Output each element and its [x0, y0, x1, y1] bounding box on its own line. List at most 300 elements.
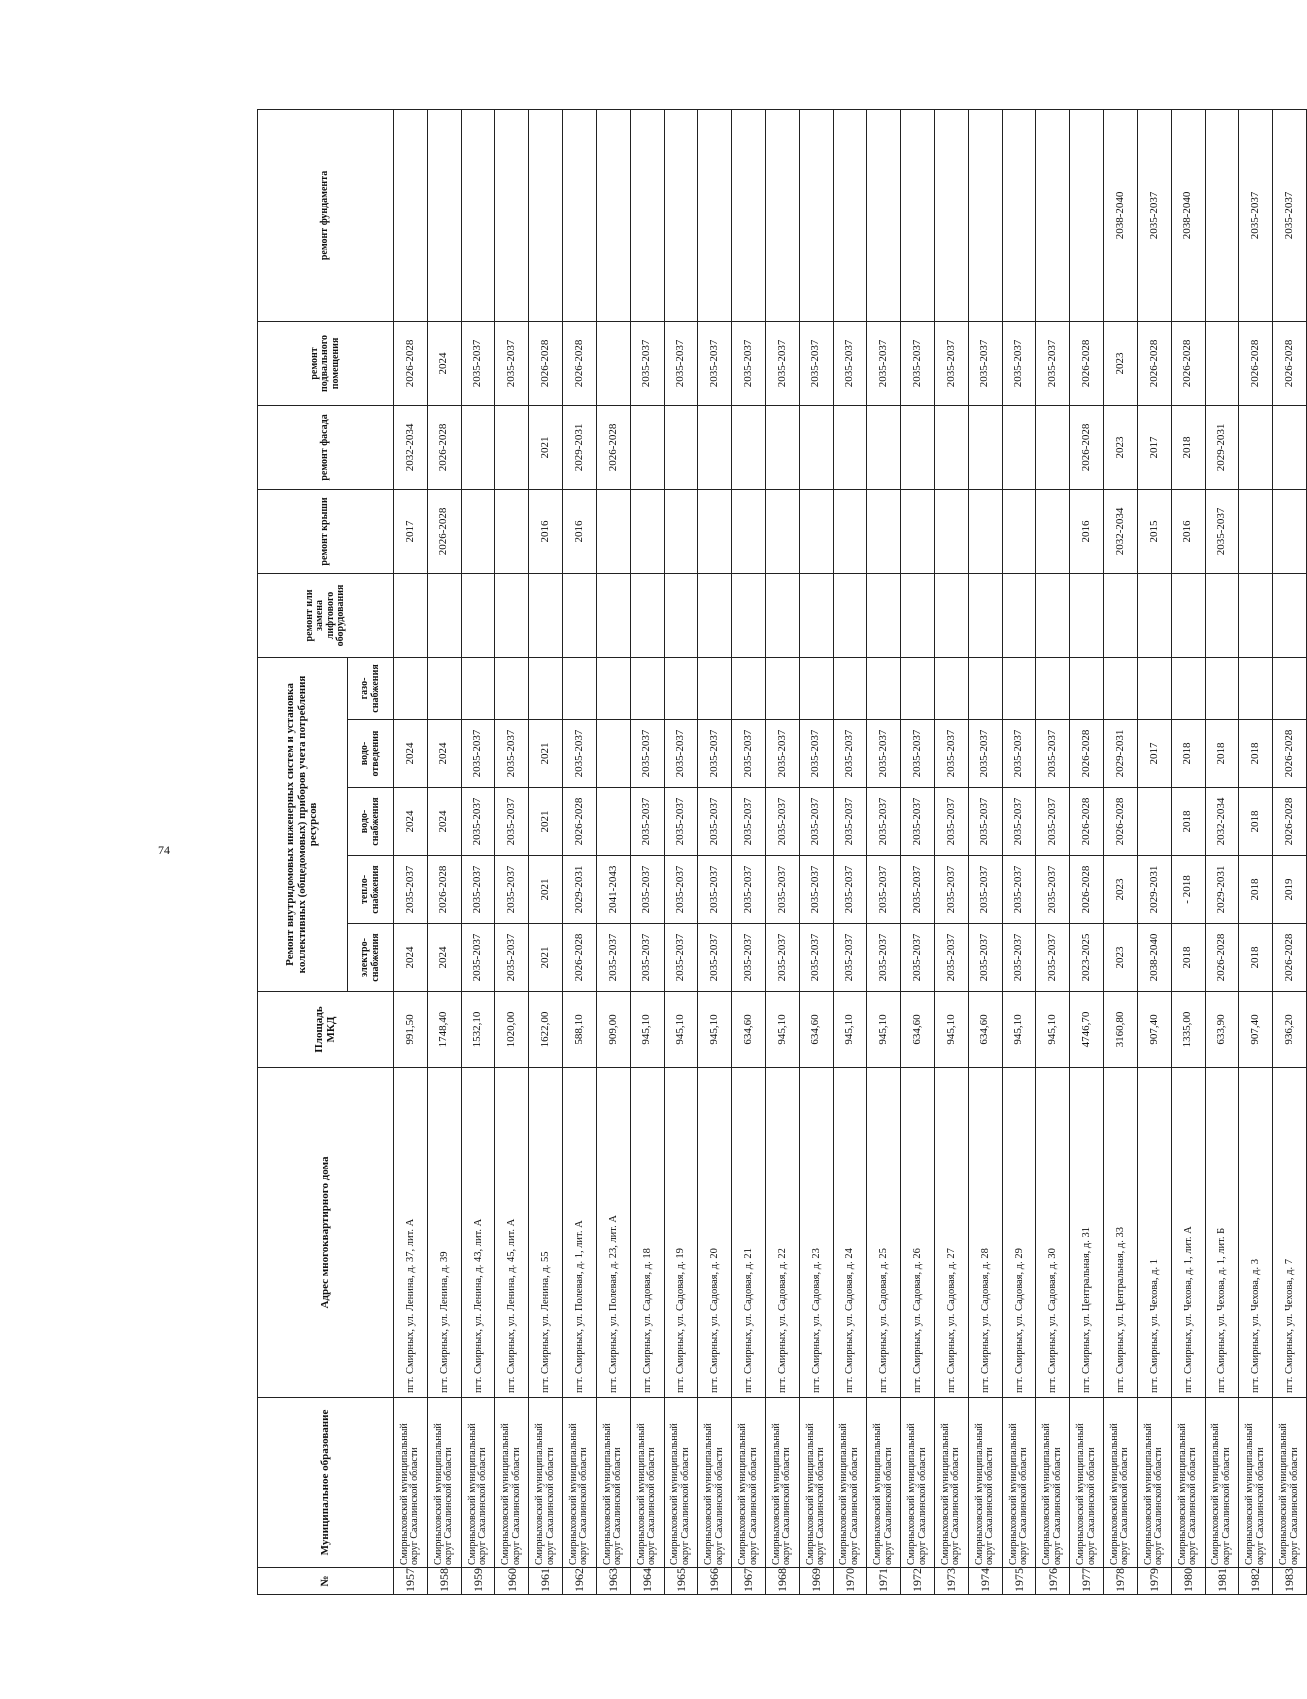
- repair-schedule-table: [257, 109, 1307, 1595]
- drain-cell: 2035-2037: [461, 720, 495, 788]
- roof-cell: 2016: [1171, 489, 1205, 573]
- roof-cell: [630, 489, 664, 573]
- row-number: 1969: [799, 1568, 833, 1595]
- roof-cell: [698, 489, 732, 573]
- heat-cell: 2035-2037: [935, 856, 969, 924]
- lift-cell: [495, 573, 529, 657]
- heat-cell: 2035-2037: [394, 856, 428, 924]
- basement-cell: 2026-2028: [1137, 321, 1171, 405]
- roof-cell: [1036, 489, 1070, 573]
- drain-cell: 2026-2028: [1273, 720, 1307, 788]
- water-cell: 2026-2028: [1070, 788, 1104, 856]
- electro-cell: 2035-2037: [935, 924, 969, 992]
- municipality-cell: Смирныховский муниципальный округ Сахалинской области: [1171, 1398, 1205, 1568]
- municipality-cell: Смирныховский муниципальный округ Сахалинской области: [901, 1398, 935, 1568]
- water-cell: 2035-2037: [935, 788, 969, 856]
- table-row: [698, 109, 732, 1594]
- lift-cell: [1137, 573, 1171, 657]
- municipality-cell: Смирныховский муниципальный округ Сахалинской области: [935, 1398, 969, 1568]
- drain-cell: 2035-2037: [901, 720, 935, 788]
- facade-cell: 2018: [1171, 405, 1205, 489]
- heat-cell: 2029-2031: [1137, 856, 1171, 924]
- lift-cell: [1205, 573, 1239, 657]
- municipality-cell: Смирныховский муниципальный округ Сахалинской области: [461, 1398, 495, 1568]
- gas-cell: [495, 657, 529, 719]
- municipality-cell: Смирныховский муниципальный округ Сахалинской области: [596, 1398, 630, 1568]
- address-cell: пгт. Смирных, ул. Чехова, д. 3: [1239, 1068, 1273, 1398]
- water-cell: [596, 788, 630, 856]
- water-cell: 2026-2028: [1273, 788, 1307, 856]
- table-row: [1070, 109, 1104, 1594]
- roof-cell: [765, 489, 799, 573]
- row-number: 1972: [901, 1568, 935, 1595]
- area-cell: 945,10: [630, 992, 664, 1068]
- lift-cell: [867, 573, 901, 657]
- area-cell: 909,00: [596, 992, 630, 1068]
- facade-cell: 2029-2031: [563, 405, 597, 489]
- electro-cell: 2035-2037: [495, 924, 529, 992]
- foundation-cell: 2035-2037: [1273, 109, 1307, 321]
- row-number: 1971: [867, 1568, 901, 1595]
- drain-cell: 2035-2037: [765, 720, 799, 788]
- area-cell: 634,60: [968, 992, 1002, 1068]
- basement-cell: 2035-2037: [867, 321, 901, 405]
- row-number: 1980: [1171, 1568, 1205, 1595]
- water-cell: 2035-2037: [1002, 788, 1036, 856]
- water-cell: 2021: [529, 788, 563, 856]
- facade-cell: [732, 405, 766, 489]
- facade-cell: [1036, 405, 1070, 489]
- municipality-cell: Смирныховский муниципальный округ Сахалинской области: [664, 1398, 698, 1568]
- facade-cell: [630, 405, 664, 489]
- table-row: [1205, 109, 1239, 1594]
- foundation-cell: [664, 109, 698, 321]
- municipality-cell: Смирныховский муниципальный округ Сахалинской области: [427, 1398, 461, 1568]
- heat-cell: 2035-2037: [901, 856, 935, 924]
- water-cell: 2035-2037: [901, 788, 935, 856]
- lift-cell: [1070, 573, 1104, 657]
- basement-cell: 2035-2037: [664, 321, 698, 405]
- address-cell: пгт. Смирных, ул. Чехова, д. 7: [1273, 1068, 1307, 1398]
- header-foundation: ремонт фундамента: [258, 109, 394, 321]
- basement-cell: 2035-2037: [630, 321, 664, 405]
- electro-cell: 2035-2037: [833, 924, 867, 992]
- address-cell: пгт. Смирных, ул. Полевая, д. 1, лит. А: [563, 1068, 597, 1398]
- heat-cell: 2026-2028: [1070, 856, 1104, 924]
- area-cell: 634,60: [732, 992, 766, 1068]
- electro-cell: 2023: [1104, 924, 1138, 992]
- municipality-cell: Смирныховский муниципальный округ Сахалинской области: [799, 1398, 833, 1568]
- basement-cell: 2023: [1104, 321, 1138, 405]
- row-number: 1973: [935, 1568, 969, 1595]
- roof-cell: [1239, 489, 1273, 573]
- foundation-cell: [765, 109, 799, 321]
- header-gas: газо-снабжения: [348, 657, 394, 719]
- lift-cell: [394, 573, 428, 657]
- table-row: [1036, 109, 1070, 1594]
- heat-cell: 2035-2037: [698, 856, 732, 924]
- heat-cell: 2018: [1239, 856, 1273, 924]
- lift-cell: [427, 573, 461, 657]
- roof-cell: [664, 489, 698, 573]
- table-row: [664, 109, 698, 1594]
- area-cell: 1335,00: [1171, 992, 1205, 1068]
- water-cell: 2035-2037: [664, 788, 698, 856]
- municipality-cell: Смирныховский муниципальный округ Сахалинской области: [1137, 1398, 1171, 1568]
- heat-cell: 2029-2031: [563, 856, 597, 924]
- area-cell: 907,40: [1239, 992, 1273, 1068]
- basement-cell: 2035-2037: [698, 321, 732, 405]
- gas-cell: [1104, 657, 1138, 719]
- heat-cell: 2019: [1273, 856, 1307, 924]
- drain-cell: 2035-2037: [664, 720, 698, 788]
- facade-cell: [968, 405, 1002, 489]
- table-row: [901, 109, 935, 1594]
- address-cell: пгт. Смирных, ул. Садовая, д. 28: [968, 1068, 1002, 1398]
- foundation-cell: 2035-2037: [1239, 109, 1273, 321]
- drain-cell: 2035-2037: [1002, 720, 1036, 788]
- facade-cell: 2026-2028: [427, 405, 461, 489]
- roof-cell: [968, 489, 1002, 573]
- gas-cell: [732, 657, 766, 719]
- basement-cell: 2026-2028: [1070, 321, 1104, 405]
- heat-cell: 2035-2037: [833, 856, 867, 924]
- gas-cell: [394, 657, 428, 719]
- table-row: [799, 109, 833, 1594]
- roof-cell: [901, 489, 935, 573]
- table-row: [394, 109, 428, 1594]
- foundation-cell: [1070, 109, 1104, 321]
- municipality-cell: Смирныховский муниципальный округ Сахалинской области: [1070, 1398, 1104, 1568]
- roof-cell: [1002, 489, 1036, 573]
- gas-cell: [1273, 657, 1307, 719]
- municipality-cell: Смирныховский муниципальный округ Сахалинской области: [1205, 1398, 1239, 1568]
- basement-cell: [596, 321, 630, 405]
- facade-cell: 2021: [529, 405, 563, 489]
- electro-cell: 2035-2037: [765, 924, 799, 992]
- heat-cell: 2029-2031: [1205, 856, 1239, 924]
- heat-cell: 2035-2037: [1002, 856, 1036, 924]
- row-number: 1964: [630, 1568, 664, 1595]
- address-cell: пгт. Смирных, ул. Чехова, д. 1, лит. Б: [1205, 1068, 1239, 1398]
- foundation-cell: [935, 109, 969, 321]
- roof-cell: 2016: [529, 489, 563, 573]
- gas-cell: [529, 657, 563, 719]
- facade-cell: [867, 405, 901, 489]
- gas-cell: [765, 657, 799, 719]
- gas-cell: [867, 657, 901, 719]
- heat-cell: 2035-2037: [732, 856, 766, 924]
- address-cell: пгт. Смирных, ул. Садовая, д. 29: [1002, 1068, 1036, 1398]
- facade-cell: 2032-2034: [394, 405, 428, 489]
- roof-cell: [935, 489, 969, 573]
- table-row: [461, 109, 495, 1594]
- area-cell: 634,60: [901, 992, 935, 1068]
- electro-cell: 2035-2037: [596, 924, 630, 992]
- lift-cell: [1036, 573, 1070, 657]
- table-row: [765, 109, 799, 1594]
- address-cell: пгт. Смирных, ул. Центральная, д. 31: [1070, 1068, 1104, 1398]
- address-cell: пгт. Смирных, ул. Ленина, д. 37, лит. А: [394, 1068, 428, 1398]
- electro-cell: 2035-2037: [698, 924, 732, 992]
- table-row: [563, 109, 597, 1594]
- gas-cell: [461, 657, 495, 719]
- area-cell: 945,10: [935, 992, 969, 1068]
- lift-cell: [833, 573, 867, 657]
- row-number: 1968: [765, 1568, 799, 1595]
- water-cell: 2035-2037: [799, 788, 833, 856]
- foundation-cell: [901, 109, 935, 321]
- address-cell: пгт. Смирных, ул. Садовая, д. 27: [935, 1068, 969, 1398]
- gas-cell: [1036, 657, 1070, 719]
- area-cell: 633,90: [1205, 992, 1239, 1068]
- table-row: [935, 109, 969, 1594]
- address-cell: пгт. Смирных, ул. Ленина, д. 45, лит. А: [495, 1068, 529, 1398]
- gas-cell: [698, 657, 732, 719]
- roof-cell: 2026-2028: [427, 489, 461, 573]
- water-cell: [1137, 788, 1171, 856]
- roof-cell: [732, 489, 766, 573]
- lift-cell: [1273, 573, 1307, 657]
- drain-cell: 2026-2028: [1070, 720, 1104, 788]
- basement-cell: 2026-2028: [1273, 321, 1307, 405]
- basement-cell: 2035-2037: [968, 321, 1002, 405]
- electro-cell: 2018: [1171, 924, 1205, 992]
- municipality-cell: Смирныховский муниципальный округ Сахалинской области: [630, 1398, 664, 1568]
- foundation-cell: [867, 109, 901, 321]
- basement-cell: 2035-2037: [901, 321, 935, 405]
- row-number: 1957: [394, 1568, 428, 1595]
- table-row: [968, 109, 1002, 1594]
- basement-cell: 2035-2037: [495, 321, 529, 405]
- basement-cell: 2035-2037: [1036, 321, 1070, 405]
- facade-cell: [765, 405, 799, 489]
- address-cell: пгт. Смирных, ул. Полевая, д. 23, лит. А: [596, 1068, 630, 1398]
- electro-cell: 2024: [394, 924, 428, 992]
- area-cell: 945,10: [867, 992, 901, 1068]
- facade-cell: [461, 405, 495, 489]
- address-cell: пгт. Смирных, ул. Садовая, д. 19: [664, 1068, 698, 1398]
- table-row: [596, 109, 630, 1594]
- basement-cell: 2035-2037: [732, 321, 766, 405]
- lift-cell: [1239, 573, 1273, 657]
- row-number: 1959: [461, 1568, 495, 1595]
- area-cell: 1532,10: [461, 992, 495, 1068]
- lift-cell: [935, 573, 969, 657]
- drain-cell: 2035-2037: [1036, 720, 1070, 788]
- municipality-cell: Смирныховский муниципальный округ Сахалинской области: [1104, 1398, 1138, 1568]
- municipality-cell: Смирныховский муниципальный округ Сахалинской области: [1273, 1398, 1307, 1568]
- basement-cell: 2035-2037: [1002, 321, 1036, 405]
- area-cell: 1748,40: [427, 992, 461, 1068]
- gas-cell: [664, 657, 698, 719]
- row-number: 1970: [833, 1568, 867, 1595]
- drain-cell: 2035-2037: [563, 720, 597, 788]
- foundation-cell: [427, 109, 461, 321]
- table-row: [495, 109, 529, 1594]
- lift-cell: [529, 573, 563, 657]
- heat-cell: 2035-2037: [765, 856, 799, 924]
- foundation-cell: [968, 109, 1002, 321]
- foundation-cell: 2038-2040: [1171, 109, 1205, 321]
- water-cell: 2035-2037: [867, 788, 901, 856]
- electro-cell: 2026-2028: [563, 924, 597, 992]
- water-cell: 2026-2028: [563, 788, 597, 856]
- drain-cell: 2018: [1205, 720, 1239, 788]
- area-cell: 3160,80: [1104, 992, 1138, 1068]
- facade-cell: 2023: [1104, 405, 1138, 489]
- row-number: 1976: [1036, 1568, 1070, 1595]
- gas-cell: [596, 657, 630, 719]
- roof-cell: [799, 489, 833, 573]
- electro-cell: 2026-2028: [1205, 924, 1239, 992]
- table-row: [427, 109, 461, 1594]
- facade-cell: [1002, 405, 1036, 489]
- lift-cell: [765, 573, 799, 657]
- drain-cell: 2035-2037: [867, 720, 901, 788]
- municipality-cell: Смирныховский муниципальный округ Сахалинской области: [732, 1398, 766, 1568]
- gas-cell: [935, 657, 969, 719]
- facade-cell: [495, 405, 529, 489]
- basement-cell: 2026-2028: [563, 321, 597, 405]
- lift-cell: [732, 573, 766, 657]
- drain-cell: 2035-2037: [495, 720, 529, 788]
- drain-cell: 2018: [1171, 720, 1205, 788]
- water-cell: 2026-2028: [1104, 788, 1138, 856]
- header-area: Площадь МКД: [258, 992, 394, 1068]
- address-cell: пгт. Смирных, ул. Ленина, д. 55: [529, 1068, 563, 1398]
- address-cell: пгт. Смирных, ул. Садовая, д. 21: [732, 1068, 766, 1398]
- area-cell: 1622,00: [529, 992, 563, 1068]
- header-engineering-systems: Ремонт внутридомовых инженерных систем и установка коллективных (общедомовых) приборов учета потребления ресурсов: [258, 657, 348, 991]
- lift-cell: [799, 573, 833, 657]
- row-number: 1966: [698, 1568, 732, 1595]
- heat-cell: 2035-2037: [1036, 856, 1070, 924]
- electro-cell: 2035-2037: [1002, 924, 1036, 992]
- water-cell: 2035-2037: [495, 788, 529, 856]
- row-number: 1962: [563, 1568, 597, 1595]
- heat-cell: 2035-2037: [664, 856, 698, 924]
- municipality-cell: Смирныховский муниципальный округ Сахалинской области: [833, 1398, 867, 1568]
- address-cell: пгт. Смирных, ул. Центральная, д. 33: [1104, 1068, 1138, 1398]
- basement-cell: 2026-2028: [1171, 321, 1205, 405]
- electro-cell: 2035-2037: [461, 924, 495, 992]
- drain-cell: 2021: [529, 720, 563, 788]
- header-num: №: [258, 1568, 394, 1595]
- drain-cell: 2035-2037: [732, 720, 766, 788]
- electro-cell: 2038-2040: [1137, 924, 1171, 992]
- electro-cell: 2035-2037: [968, 924, 1002, 992]
- drain-cell: 2035-2037: [968, 720, 1002, 788]
- roof-cell: 2015: [1137, 489, 1171, 573]
- row-number: 1963: [596, 1568, 630, 1595]
- rotated-table-container: [257, 110, 1307, 1595]
- basement-cell: [1205, 321, 1239, 405]
- water-cell: 2024: [394, 788, 428, 856]
- municipality-cell: Смирныховский муниципальный округ Сахалинской области: [529, 1398, 563, 1568]
- drain-cell: 2035-2037: [799, 720, 833, 788]
- drain-cell: 2024: [427, 720, 461, 788]
- gas-cell: [799, 657, 833, 719]
- basement-cell: 2026-2028: [1239, 321, 1273, 405]
- drain-cell: 2035-2037: [935, 720, 969, 788]
- row-number: 1982: [1239, 1568, 1273, 1595]
- roof-cell: 2016: [1070, 489, 1104, 573]
- electro-cell: 2035-2037: [799, 924, 833, 992]
- table-row: [1273, 109, 1307, 1594]
- electro-cell: 2024: [427, 924, 461, 992]
- foundation-cell: [732, 109, 766, 321]
- header-lift: ремонт или замена лифтового оборудования: [258, 573, 394, 657]
- address-cell: пгт. Смирных, ул. Садовая, д. 24: [833, 1068, 867, 1398]
- header-heat: тепло-снабжения: [348, 856, 394, 924]
- address-cell: пгт. Смирных, ул. Ленина, д. 43, лит. А: [461, 1068, 495, 1398]
- foundation-cell: [799, 109, 833, 321]
- municipality-cell: Смирныховский муниципальный округ Сахалинской области: [495, 1398, 529, 1568]
- table-row: [1137, 109, 1171, 1594]
- heat-cell: 2035-2037: [461, 856, 495, 924]
- roof-cell: 2032-2034: [1104, 489, 1138, 573]
- foundation-cell: [698, 109, 732, 321]
- lift-cell: [596, 573, 630, 657]
- table-row: [732, 109, 766, 1594]
- area-cell: 945,10: [664, 992, 698, 1068]
- heat-cell: 2026-2028: [427, 856, 461, 924]
- water-cell: 2035-2037: [833, 788, 867, 856]
- foundation-cell: [461, 109, 495, 321]
- gas-cell: [1239, 657, 1273, 719]
- gas-cell: [968, 657, 1002, 719]
- electro-cell: 2018: [1239, 924, 1273, 992]
- municipality-cell: Смирныховский муниципальный округ Сахалинской области: [765, 1398, 799, 1568]
- facade-cell: 2017: [1137, 405, 1171, 489]
- table-row: [867, 109, 901, 1594]
- facade-cell: [799, 405, 833, 489]
- gas-cell: [563, 657, 597, 719]
- basement-cell: 2026-2028: [394, 321, 428, 405]
- area-cell: 945,10: [698, 992, 732, 1068]
- lift-cell: [968, 573, 1002, 657]
- area-cell: 945,10: [1036, 992, 1070, 1068]
- address-cell: пгт. Смирных, ул. Садовая, д. 25: [867, 1068, 901, 1398]
- row-number: 1958: [427, 1568, 461, 1595]
- gas-cell: [833, 657, 867, 719]
- drain-cell: 2035-2037: [698, 720, 732, 788]
- roof-cell: [833, 489, 867, 573]
- heat-cell: 2035-2037: [799, 856, 833, 924]
- electro-cell: 2026-2028: [1273, 924, 1307, 992]
- facade-cell: 2026-2028: [1070, 405, 1104, 489]
- row-number: 1983: [1273, 1568, 1307, 1595]
- facade-cell: [1239, 405, 1273, 489]
- roof-cell: 2017: [394, 489, 428, 573]
- table-row: [833, 109, 867, 1594]
- lift-cell: [664, 573, 698, 657]
- lift-cell: [901, 573, 935, 657]
- basement-cell: 2035-2037: [461, 321, 495, 405]
- row-number: 1975: [1002, 1568, 1036, 1595]
- facade-cell: 2026-2028: [596, 405, 630, 489]
- gas-cell: [1002, 657, 1036, 719]
- foundation-cell: [563, 109, 597, 321]
- foundation-cell: [833, 109, 867, 321]
- gas-cell: [427, 657, 461, 719]
- lift-cell: [1104, 573, 1138, 657]
- drain-cell: 2035-2037: [833, 720, 867, 788]
- facade-cell: [901, 405, 935, 489]
- water-cell: 2035-2037: [1036, 788, 1070, 856]
- gas-cell: [630, 657, 664, 719]
